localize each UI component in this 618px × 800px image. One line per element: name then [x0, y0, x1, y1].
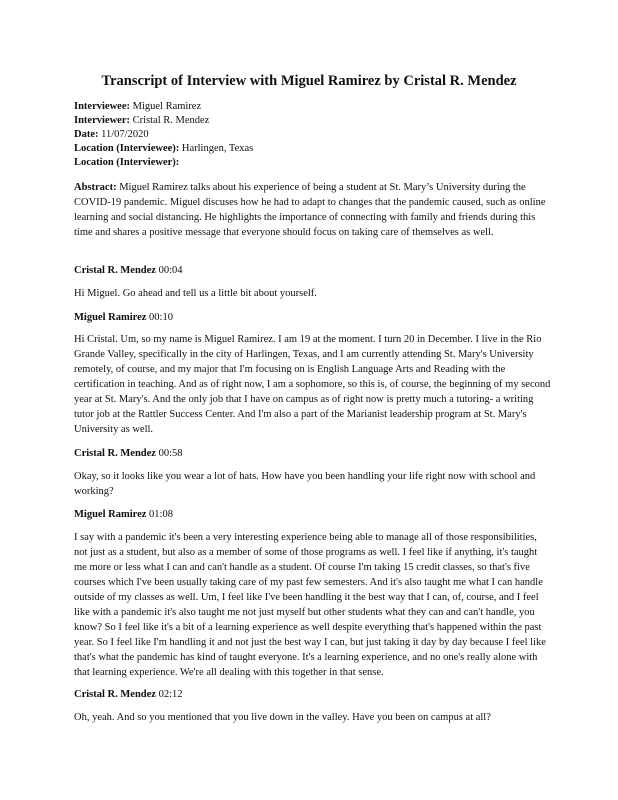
meta-label: Location (Interviewer): — [74, 157, 180, 168]
speaker-name: Cristal R. Mendez — [74, 448, 156, 459]
abstract-text: Miguel Ramirez talks about his experience of being a student at St. Mary’s University during the COVID-19 pandemic. Miguel discuses how he had to adapt to changes that the pandemic caused, such as online learning and social distancing. He highlights the importance of connecting with family and friends during this time and shares a positive message that everyone should focus on taking care of themselves as well. — [74, 182, 546, 238]
speaker-name: Miguel Ramirez — [74, 312, 147, 323]
speaker-name: Cristal R. Mendez — [74, 689, 156, 700]
document-title: Transcript of Interview with Miguel Ramirez by Cristal R. Mendez — [101, 73, 517, 89]
transcript-utterance: Okay, so it looks like you wear a lot of hats. How have you been handling your life right now with school and working? — [74, 471, 536, 497]
speaker-name: Miguel Ramirez — [74, 509, 147, 520]
abstract — [74, 180, 552, 240]
timestamp: 00:04 — [158, 265, 183, 276]
timestamp: 02:12 — [158, 689, 183, 700]
meta-value: 11/07/2020 — [101, 129, 149, 140]
speaker-heading — [74, 310, 552, 325]
meta-location-interviewee — [74, 142, 554, 156]
meta-value: Harlingen, Texas — [181, 143, 254, 154]
speaker-heading — [74, 446, 552, 461]
meta-label: Date: — [74, 129, 99, 140]
meta-value: Cristal R. Mendez — [132, 115, 210, 126]
meta-label: Location (Interviewee): — [74, 143, 180, 154]
abstract-label: Abstract: — [74, 182, 117, 193]
meta-interviewee — [74, 100, 554, 114]
timestamp: 01:08 — [149, 509, 173, 520]
meta-date — [74, 128, 554, 142]
speaker-heading — [74, 687, 552, 702]
meta-label: Interviewee: — [74, 101, 130, 112]
meta-label: Interviewer: — [74, 115, 130, 126]
speaker-heading — [74, 263, 552, 278]
timestamp: 00:58 — [158, 448, 183, 459]
transcript-utterance: Oh, yeah. And so you mentioned that you live down in the valley. Have you been on campus at all? — [74, 712, 491, 723]
meta-interviewer — [74, 114, 554, 128]
speaker-heading — [74, 507, 552, 522]
interview-metadata — [74, 100, 554, 170]
timestamp: 00:10 — [149, 312, 173, 323]
transcript-utterance: Hi Cristal. Um, so my name is Miguel Ramirez. I am 19 at the moment. I turn 20 in December. I live in the Rio Grande Valley, specifically in the city of Harlingen, Texas, and I am currently attending St. Mary's University remotely, of course, and my major that I'm focusing on is English Language Arts and Reading with the certification in teaching. And as of right now, I am a sophomore, so this is, of course, the beginning of my second year at St. Mary's. And the only job that I have on campus as of right now is pretty much a tutoring- a writing tutor job at the Rattler Success Center. And I'm also a part of the Marianist leadership program at St. Mary's University as well. — [74, 334, 551, 435]
speaker-name: Cristal R. Mendez — [74, 265, 156, 276]
transcript-utterance: I say with a pandemic it's been a very interesting experience being able to manage all of those responsibilities, not just as a student, but also as a member of some of those programs as well. I feel like if anything, it's taught me more or less what I can and can't handle as a student. Of course I'm taking 15 credit classes, so that's five courses which I've been usually taking care of my past few semesters. And it's also taught me what I can handle outside of my classes as well. Um, I feel like I've been handling it the best way that I can, of, course, and I feel like with a pandemic it's also taught me not just myself but other students what they can and can't handle, you know? So I feel like it's a bit of a learning experience as well despite everything that's happened within the past year. So I feel like I'm handling it and not just the best way I can, but just taking it day by day because I feel like that's what the pandemic has kind of taught everyone. It's a learning experience, and no one's really alone with that learning experience. We're all dealing with this together in that sense. — [74, 532, 546, 678]
transcript-utterance: Hi Miguel. Go ahead and tell us a little bit about yourself. — [74, 288, 317, 299]
meta-location-interviewer — [74, 156, 554, 170]
meta-value: Miguel Ramirez — [132, 101, 202, 112]
